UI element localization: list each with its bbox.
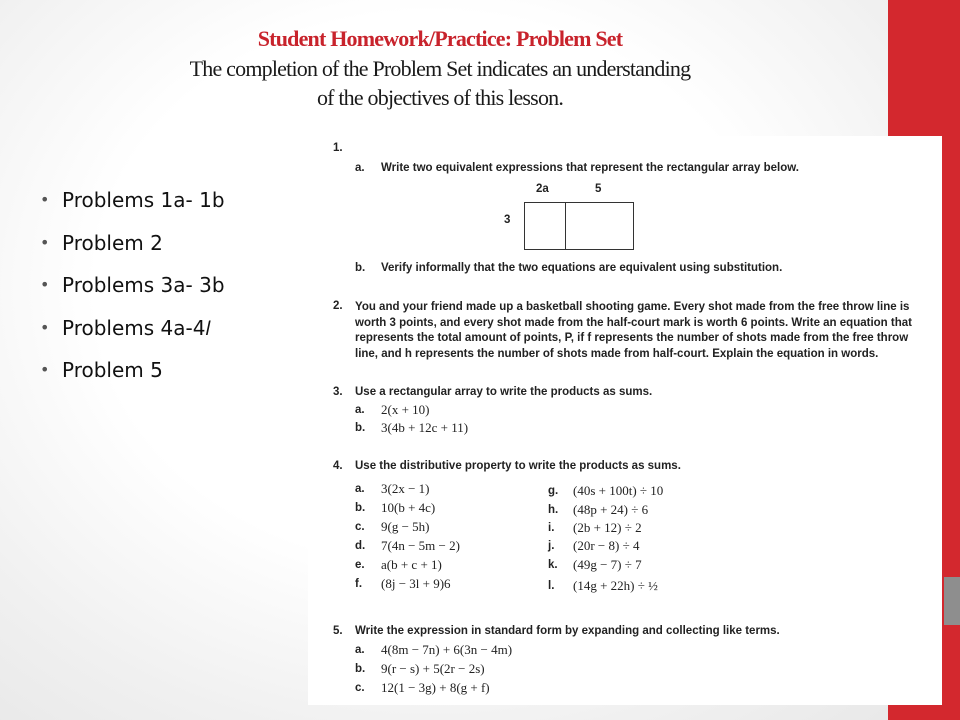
array-label-2a: 2a [536, 183, 549, 195]
p4-item-expr: 3(2x − 1) [381, 481, 430, 496]
p4-item-letter: k. [548, 559, 558, 571]
slide-subtitle-line-1: The completion of the Problem Set indicates an understanding [189, 56, 691, 81]
p4-item-letter: b. [355, 502, 366, 514]
bullet-item [40, 182, 225, 225]
bullet-icon: • [40, 317, 50, 337]
bullet-item [40, 352, 225, 395]
p1a-text: Write two equivalent expressions that represent the rectangular array below. [381, 162, 799, 174]
slide-subtitle-line-2: of the objectives of this lesson. [316, 85, 564, 110]
bullet-icon: • [40, 190, 50, 209]
p4-item-expr: (20r − 8) ÷ 4 [573, 538, 640, 553]
p4-item-expr: 10(b + 4c) [381, 500, 436, 515]
p3-item-expr: 2(x + 10) [381, 402, 430, 417]
bullet-item [40, 225, 225, 268]
p1a-letter: a. [355, 162, 365, 174]
p1b-letter: b. [355, 262, 366, 274]
bullet-text: Problem 2 [62, 230, 163, 255]
p5-item-letter: b. [355, 663, 366, 675]
p4-text: Use the distributive property to write the products as sums. [355, 460, 681, 472]
slide-header [40, 24, 840, 112]
p4-item-expr: (8j − 3l + 9)6 [381, 576, 451, 591]
p3-number: 3. [333, 386, 343, 398]
p4-item-letter: e. [355, 559, 365, 571]
problem-list [40, 182, 225, 395]
p4-item-letter: g. [548, 485, 559, 497]
bullet-text: Problem 5 [62, 358, 163, 382]
p1b-text: Verify informally that the two equations are equivalent using substitution. [381, 262, 783, 274]
p5-text: Write the expression in standard form by expanding and collecting like terms. [355, 625, 780, 637]
right-gray-tab [944, 577, 960, 625]
p4-item-expr: (14g + 22h) ÷ ½ [573, 578, 658, 593]
p4-item-expr: (48p + 24) ÷ 6 [573, 502, 649, 517]
p4-item-expr: a(b + c + 1) [381, 557, 442, 572]
p4-item-letter: i. [548, 522, 555, 534]
p4-item-letter: c. [355, 521, 365, 533]
p3-item-expr: 3(4b + 12c + 11) [381, 420, 469, 435]
array-label-3: 3 [504, 214, 511, 226]
p3-text: Use a rectangular array to write the products as sums. [355, 386, 653, 398]
p5-item-expr: 4(8m − 7n) + 6(3n − 4m) [381, 642, 513, 657]
p5-number: 5. [333, 625, 343, 637]
bullet-icon: • [40, 275, 50, 294]
p4-item-letter: j. [548, 540, 555, 552]
problem-set-sheet [308, 136, 942, 705]
p3-item-letter: b. [355, 422, 366, 434]
p1-number: 1. [333, 142, 343, 154]
p4-item-expr: (40s + 100t) ÷ 10 [573, 483, 664, 498]
bullet-icon: • [40, 360, 50, 379]
p5-item-letter: a. [355, 644, 365, 656]
bullet-text: Problems 1a- 1b [62, 188, 225, 212]
bullet-text: Problems 3a- 3b [62, 273, 225, 297]
bullet-item [40, 267, 225, 310]
p4-number: 4. [333, 460, 343, 472]
p4-item-letter: f. [355, 578, 363, 590]
p4-item-letter: l. [548, 580, 555, 592]
rectangular-array [524, 202, 634, 250]
p4-item-letter: a. [355, 483, 365, 495]
p2-text: You and your friend made up a basketball shooting game. Every shot made from the free throw line is worth 3 points, and every shot made from the half-court mark is worth 6 points. Write an equation that represents the total amount of points, P, if f represents the number of shots made from the free throw line, and h represents the number of shots made from half-court. Explain the equation in words. [355, 301, 912, 360]
p4-item-expr: 7(4n − 5m − 2) [381, 538, 460, 553]
p2-number: 2. [333, 300, 343, 312]
array-label-5: 5 [595, 183, 602, 195]
array-divider [565, 203, 566, 249]
bullet-item [40, 310, 225, 353]
p3-item-letter: a. [355, 404, 365, 416]
bullet-text: Problems 4a-4𝑙 [62, 315, 211, 340]
p4-item-expr: (2b + 12) ÷ 2 [573, 520, 642, 535]
p4-item-expr: (49g − 7) ÷ 7 [573, 557, 642, 572]
p5-item-expr: 12(1 − 3g) + 8(g + f) [381, 680, 490, 695]
p4-item-letter: h. [548, 504, 559, 516]
p4-item-expr: 9(g − 5h) [381, 519, 430, 534]
p5-item-expr: 9(r − s) + 5(2r − 2s) [381, 661, 485, 676]
slide-title: Student Homework/Practice: Problem Set [257, 26, 623, 51]
p4-item-letter: d. [355, 540, 366, 552]
bullet-icon: • [40, 232, 50, 252]
p5-item-letter: c. [355, 682, 365, 694]
